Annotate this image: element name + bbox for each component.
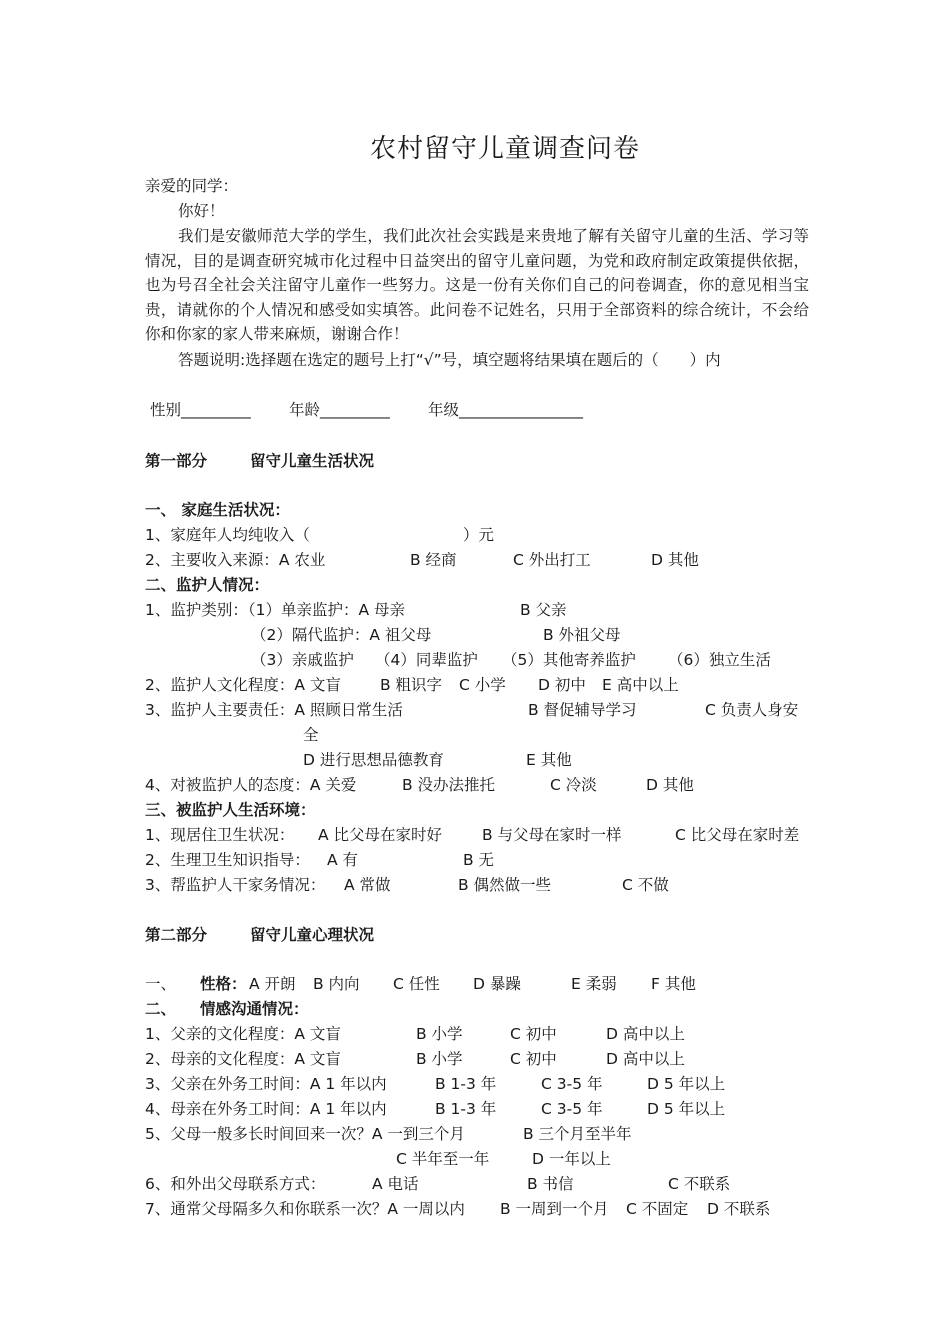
age-field[interactable]: 年龄_________ — [289, 401, 390, 419]
option[interactable]: B 无 — [463, 851, 495, 869]
part2-title: 留守儿童心理状况 — [250, 926, 375, 944]
option[interactable]: B 书信 — [527, 1175, 574, 1193]
q-father-education: 1、父亲的文化程度：A 文盲 — [145, 1025, 341, 1043]
part2-heading: 第二部分 — [145, 926, 208, 944]
option[interactable]: B 督促辅导学习 — [528, 701, 637, 719]
option[interactable]: D 5 年以上 — [647, 1075, 726, 1093]
option[interactable]: C 初中 — [510, 1025, 557, 1043]
gender-field[interactable]: 性别_________ — [150, 401, 251, 419]
option[interactable]: （3）亲戚监护 — [251, 651, 354, 669]
option[interactable]: C 3-5 年 — [541, 1075, 603, 1093]
option[interactable]: B 小学 — [416, 1025, 463, 1043]
option[interactable]: B 外祖父母 — [543, 626, 621, 644]
option[interactable]: B 一周到一个月 — [500, 1200, 609, 1218]
option[interactable]: D 其他 — [651, 551, 699, 569]
q-mother-education: 2、母亲的文化程度：A 文盲 — [145, 1050, 341, 1068]
option[interactable]: D 进行思想品德教育 — [303, 751, 444, 769]
option[interactable]: C 半年至一年 — [396, 1150, 490, 1168]
option[interactable]: C 负责人身安 — [705, 701, 799, 719]
option[interactable]: C 外出打工 — [513, 551, 591, 569]
q-guardian-education: 2、监护人文化程度：A 文盲 — [145, 676, 341, 694]
document-title: 农村留守儿童调查问卷 — [369, 134, 640, 164]
intro-paragraph: 我们是安徽师范大学的学生，我们此次社会实践是来贵地了解有关留守儿童的生活、学习等情况，目的是调查研究城市化过程中日益突出的留守儿童问题，为党和政府制定政策提供依据，也为号召全社会关注留守儿童作一些努力。这是一份有关你们自己的问卷调查，你的意见相当宝贵，请就你的个人情况和感受如实填答。此问卷不记姓名，只用于全部资料的综合统计，不会给你和你家的家人带来麻烦，谢谢合作！ — [145, 227, 809, 344]
option[interactable]: D 高中以上 — [606, 1025, 685, 1043]
option[interactable]: D 5 年以上 — [647, 1100, 726, 1118]
option[interactable]: B 1-3 年 — [435, 1100, 497, 1118]
option[interactable]: D 不联系 — [707, 1200, 771, 1218]
section-communication: 情感沟通情况： — [200, 1000, 309, 1018]
section-communication-num: 二、 — [145, 1000, 177, 1018]
option[interactable]: B 三个月至半年 — [523, 1125, 632, 1143]
section-family-life: 一、 家庭生活状况： — [145, 501, 290, 519]
option[interactable]: C 任性 — [393, 975, 440, 993]
part1-title: 留守儿童生活状况 — [250, 452, 375, 470]
option[interactable]: C 初中 — [510, 1050, 557, 1068]
q-income-unit: ）元 — [463, 526, 495, 544]
option[interactable]: B 小学 — [416, 1050, 463, 1068]
q-income-source: 2、主要收入来源：A 农业 — [145, 551, 326, 569]
option[interactable]: D 初中 — [538, 676, 586, 694]
option[interactable]: B 内向 — [313, 975, 360, 993]
option[interactable]: C 不联系 — [668, 1175, 731, 1193]
option[interactable]: A 有 — [327, 851, 359, 869]
q-guardian-type-2: （2）隔代监护：A 祖父母 — [251, 626, 432, 644]
option[interactable]: （6）独立生活 — [668, 651, 771, 669]
option[interactable]: D 高中以上 — [606, 1050, 685, 1068]
option[interactable]: E 柔弱 — [571, 975, 617, 993]
option[interactable]: C 不做 — [622, 876, 669, 894]
option[interactable]: C 小学 — [459, 676, 506, 694]
grade-field[interactable]: 年级________________ — [428, 401, 584, 419]
option[interactable]: F 其他 — [651, 975, 696, 993]
q-guardian-attitude: 4、对被监护人的态度：A 关爱 — [145, 776, 357, 794]
q-return-frequency: 5、父母一般多长时间回来一次？A 一到三个月 — [145, 1125, 465, 1143]
option[interactable]: D 一年以上 — [532, 1150, 611, 1168]
option[interactable]: A 比父母在家时好 — [318, 826, 443, 844]
section-personality: 性格： — [200, 975, 247, 993]
option[interactable]: （4）同辈监护 — [375, 651, 478, 669]
q-hygiene: 1、现居住卫生状况： — [145, 826, 295, 844]
q-housework: 3、帮监护人干家务情况： — [145, 876, 326, 894]
option[interactable]: （5）其他寄养监护 — [502, 651, 636, 669]
option[interactable]: D 暴躁 — [473, 975, 521, 993]
option[interactable]: B 父亲 — [520, 601, 567, 619]
option[interactable]: C 冷淡 — [550, 776, 597, 794]
option[interactable]: B 经商 — [410, 551, 457, 569]
section-guardian: 二、监护人情况： — [145, 576, 270, 594]
option[interactable]: C 比父母在家时差 — [675, 826, 800, 844]
option[interactable]: A 常做 — [344, 876, 391, 894]
instructions: 答题说明:选择题在选定的题号上打“√”号，填空题将结果填在题后的（ ）内 — [178, 351, 721, 369]
option[interactable]: D 其他 — [646, 776, 694, 794]
q-guardian-duty: 3、监护人主要责任：A 照顾日常生活 — [145, 701, 403, 719]
option[interactable]: B 偶然做一些 — [458, 876, 552, 894]
option[interactable]: E 其他 — [526, 751, 572, 769]
option[interactable]: B 1-3 年 — [435, 1075, 497, 1093]
greeting: 亲爱的同学： — [145, 177, 239, 195]
option[interactable]: E 高中以上 — [602, 676, 679, 694]
q-contact-frequency: 7、通常父母隔多久和你联系一次？A 一周以内 — [145, 1200, 465, 1218]
part1-heading: 第一部分 — [145, 452, 208, 470]
option[interactable]: C 不固定 — [626, 1200, 689, 1218]
option-wrap: 全 — [303, 726, 319, 744]
q-guardian-type: 1、监护类别：（1）单亲监护：A 母亲 — [145, 601, 406, 619]
section-personality-num: 一、 — [145, 975, 177, 993]
q-income: 1、家庭年人均纯收入（ — [145, 526, 310, 544]
q-contact-method: 6、和外出父母联系方式： — [145, 1175, 326, 1193]
option[interactable]: A 电话 — [372, 1175, 419, 1193]
option[interactable]: B 粗识字 — [380, 676, 443, 694]
q-mother-work-time: 4、母亲在外务工时间：A 1 年以内 — [145, 1100, 387, 1118]
option[interactable]: A 开朗 — [249, 975, 296, 993]
q-health-guidance: 2、生理卫生知识指导： — [145, 851, 310, 869]
q-father-work-time: 3、父亲在外务工时间：A 1 年以内 — [145, 1075, 387, 1093]
section-environment: 三、被监护人生活环境： — [145, 801, 316, 819]
option[interactable]: C 3-5 年 — [541, 1100, 603, 1118]
option[interactable]: B 与父母在家时一样 — [482, 826, 622, 844]
option[interactable]: B 没办法推托 — [402, 776, 496, 794]
hello: 你好！ — [178, 202, 225, 220]
